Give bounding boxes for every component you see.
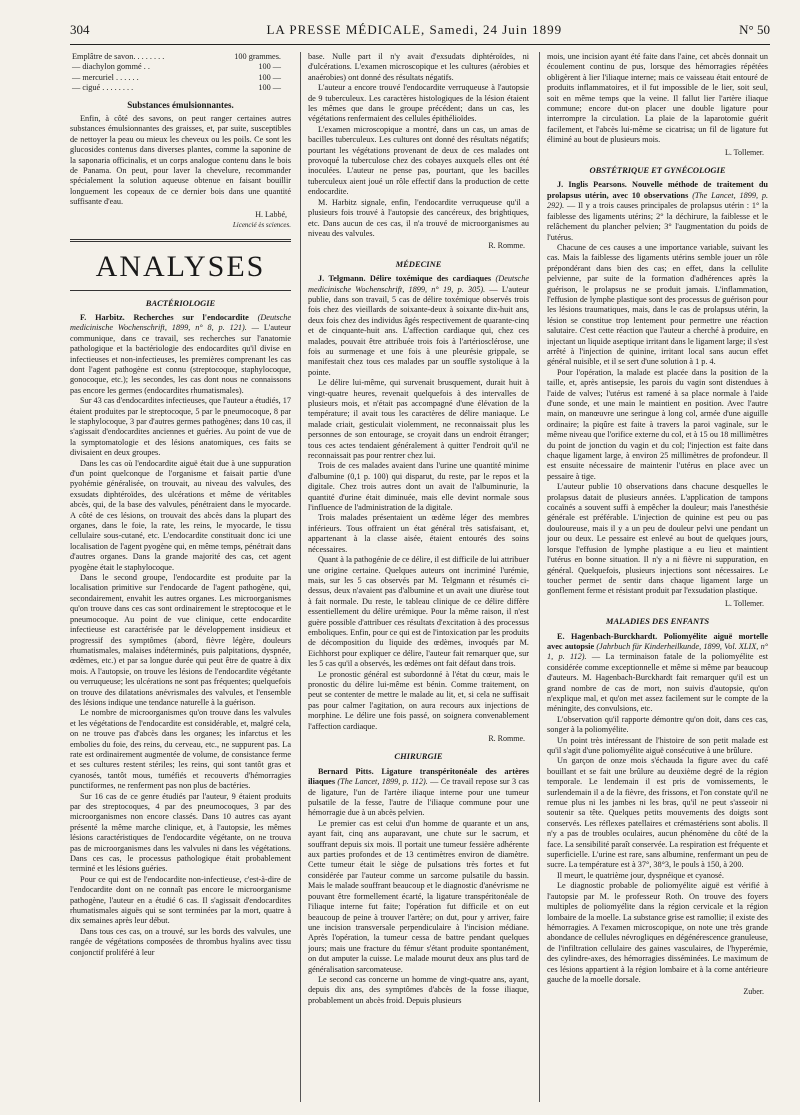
article-title: Recherches sur l'endocardite: [133, 312, 249, 322]
divider: [70, 290, 291, 291]
author-title: Licencié ès sciences.: [232, 221, 291, 230]
paragraph: Un point très intéressant de l'histoire de son petit malade est qu'il s'agit d'une poliomyélite aiguë consécutive à une brûlure.: [547, 735, 768, 755]
divider: [70, 239, 291, 242]
paragraph: Pour ce qui est de l'endocardite non-infectieuse, c'est-à-dire de l'endocardite dont on ne connaît pas encore le microorganisme pathogène, l'auteur en a étudié 6 cas. Il s'agissait d'endocardites rhumatismales aiguës qui se sont terminées par la mort, quatre à dix semaines après leur début.: [70, 874, 291, 926]
article-title: Délire toxémique des cardiaques: [369, 274, 492, 284]
paragraph: Le nombre de microorganismes qu'on trouve dans les valvules et les végétations de l'endocardite est considérable, et, malgré cela, on ne trouve pas d'abcès dans les organes; les infarctus et les embolies du foie, des reins, du cerveau, etc., ne suppurent pas. La rate est ordinairement augmentée de volume, de consistance ferme et ses cultures restent stériles; les reins, qui sont tantôt gras et cyanosés, tantôt mous, tuméfiés et recouverts d'hémorragies punctiformes, ne renferment pas non plus de bactéries.: [70, 708, 291, 791]
section-subheading: Substances émulsionnantes.: [127, 99, 234, 110]
article-columns: [70, 52, 770, 1102]
paragraph: Pour l'opération, la malade est placée dans la position de la taille, et, après antisepsie, les parois du vagin sont distendues à l'aide de valves; l'utérus est ramené à sa place normale à l'aide d'une sonde, et une main le maintient en position. Avec l'autre main, on manœuvre une seringue à long col, armée d'une aiguille ordinaire; la piqûre est faite à travers la paroi vaginale, sur le même niveau que l'orifice externe du col, et à 15 ou 18 millimètres du point de jonction du vagin et du col; l'injection est faite dans chaque ligament large, à environ 25 millimètres de profondeur. Il est ensuite nécessaire de maintenir l'utérus en place avec un pessaire à tige.: [547, 367, 768, 481]
paragraph: L'auteur a encore trouvé l'endocardite verruqueuse à l'autopsie de 9 tuberculeux. Les caractères histologiques de la lésion étaient les mêmes que dans le groupe précédent; dans un cas, les végétations renfermaient des cellules épithélioïdes.: [308, 83, 529, 124]
paragraph: Quant à la pathogénie de ce délire, il est difficile de lui attribuer une origine certaine. Quelques auteurs ont incriminé l'urémie, mais, sur les 5 cas observés par M. Telgmann et résumés ci-dessus, deux n'avaient pas d'albumine et un avait une diurèse tout à fait normale. Du reste, le tableau clinique de ce délire diffère essentiellement du délire urémique. Pour la même raison, il n'est guère possible d'attribuer ces résultats d'excitation à des processus emboliques. Enfin, pour ce qui est de l'intoxication par les produits de décomposition du liquide des œdèmes, invoqués par M. Eichhorst pour expliquer ce délire, l'auteur fait remarquer que, sur les 5 cas qu'il a observés, les œdèmes ont fait défaut dans trois.: [308, 555, 529, 669]
recipe-quantity: 100 grammes.: [234, 52, 281, 61]
paragraph: L'auteur publie 10 observations dans chacune desquelles le prolapsus datait de plusieurs années. L'application de tampons cocaïnés a souvent suffi à empêcher la douleur; mais l'anesthésie générale est préférable. L'injection de quinine est peu ou pas douloureuse, mais il y a un peu de douleur pelvi une pendant un jour ou deux. Le pessaire est enlevé au bout de quelques jours, lorsque l'effusion de lymphe plastique a eu lieu et maintient l'utérus en bonne situation. Il n'y a ni fièvre ni suppuration, en général. Quelquefois, plusieurs injections sont nécessaires. Le toucher permet de sentir dans chaque ligament large un gonflement ferme et résistant produit par l'exsudation plastique.: [547, 482, 768, 596]
article-author: E. Hagenbach-Burckhardt.: [557, 631, 658, 641]
paragraph: base. Nulle part il n'y avait d'exsudats diphtéroïdes, ni d'ulcérations. L'examen microscopique et les cultures (aérobies et anaérobies) ont donné des résultats négatifs.: [308, 52, 529, 82]
section-heading: MÉDECINE: [395, 258, 442, 269]
paragraph: Chacune de ces causes a une importance variable, suivant les cas. Mais la faiblesse des ligaments utérins semble jouer un rôle prépondérant dans bien des cas; en effet, dans la cellulite pelvienne, par suite de la formation d'adhérences après la guérison, le prolapsus ne se produit jamais. L'inflammation, l'effusion de lymphe plastique sont des processus de guérison pour les lésions traumatiques, mais, dans le cas de prolapsus utérin, la lésion se constitue trop lentement pour permettre une réaction salutaire. C'est cette réaction que l'auteur a cherché à produire, en injectant un liquide aseptique irritant dans le ligament large; il s'est arrêté à l'injection de quinine, irritant local sans aucun effet général nuisible, et il se sert d'une solution à 1 p. 4.: [547, 242, 768, 367]
author-signature: H. Labbé,: [255, 209, 287, 219]
paragraph: Enfin, à côté des savons, on peut ranger certaines autres substances émulsionnantes des graisses, et, par suite, susceptibles de nettoyer la peau ou mieux les cheveux ou les poils. Ce sont les glucosides contenus dans diverses plantes, comme la saponine de la saponaria officinalis, et un corps analogue contenu dans le bois de Panama. On peut, pour laver la chevelure, recommander spécialement la solution aqueuse obtenue en faisant bouillir longuement les copeaux de ce dernier bois dans une quantité suffisante d'eau.: [70, 114, 291, 207]
recipe-quantity: 100 —: [258, 83, 281, 93]
column-divider: [539, 52, 540, 1102]
recipe-quantity: 100 —: [258, 62, 281, 72]
section-heading: OBSTÉTRIQUE ET GYNÉCOLOGIE: [589, 165, 726, 176]
paragraph: L'examen microscopique a montré, dans un cas, un amas de bacilles tuberculeux. Les cultures ont donné des résultats négatifs; pourtant les végétations provenant de deux de ces malades ont provoqué la tuberculose chez des cobayes auxquels elles ont été inoculées. L'auteur ne pense pas, pourtant, que les bacilles tuberculeux aient joué un rôle effectif dans la production de cette endocardite.: [308, 124, 529, 197]
paragraph: Sur 16 cas de ce genre étudiés par l'auteur, 9 étaient produits par des streptocoques, 4 par des pneumocoques, 3 par des microorganismes non encore classés. Dans 10 autres cas ayant présenté la même marche clinique, et, à l'autopsie, les mêmes lésions caractéristiques de l'endocardite végétante, on ne trouva pas de microorganismes dans les valvules ni dans les végétations. Dans ces cas, le processus pathologique était probablement terminé et les lésions guéries.: [70, 791, 291, 874]
section-heading: MALADIES DES ENFANTS: [605, 616, 710, 627]
paragraph: Trois de ces malades avaient dans l'urine une quantité minime d'albumine (0,1 p. 100) qui disparut, du reste, par le repos et la digitale. Chez trois autres dont un avait de l'albuminurie, la quantité d'urine était diminuée, mais elle devint normale sous l'influence de l'administration de la digitale.: [308, 461, 529, 513]
section-heading: BACTÉRIOLOGIE: [145, 297, 216, 308]
paragraph: Le pronostic général est subordonné à l'état du cœur, mais le pronostic du délire lui-même est bénin. Comme traitement, on peut se contenter de mettre le malade au lit, et, si cela ne suffisait pas pour calmer l'agitation, on aura recours aux injections de morphine. Le délire une fois passé, on soignera convenablement l'affection cardiaque.: [308, 669, 529, 731]
article-text: — Ce travail repose sur 3 cas de ligature, l'un de l'artère iliaque interne pour une tumeur pulsatile de la fesse, l'autre de l'iliaque commune pour une hémorragie due à un abcès pelvien.: [308, 777, 529, 818]
paragraph: Sur 43 cas d'endocardites infectieuses, que l'auteur a étudiés, 17 étaient produites par le streptocoque, 5 par le pneumocoque, 8 par le staphylocoque, 3 par d'autres germes pathogènes; dans 10 cas, il s'agissait d'endocardites anciennes et guéries. Au point de vue de la symptomatologie et des lésions anatomiques, ces faits se divisaient en deux groupes.: [70, 396, 291, 458]
page-number: 304: [70, 22, 90, 37]
analyses-heading: ANALYSES: [95, 249, 266, 283]
article-author: F. Harbitz.: [80, 312, 125, 322]
author-signature: L. Tollemer.: [724, 147, 764, 157]
recipe-quantity: 100 —: [258, 72, 281, 82]
paragraph: mois, une incision ayant été faite dans l'aine, cet abcès donnait un écoulement continu de pus, lorsque des hémorragies répétées obligèrent à lier l'iliaque interne; mais ce vaisseau était entouré de produits inflammatoires, et il fut impossible de le lier, soit seul, soit en même temps que la veine. Il fallut lier l'artère iliaque commune; encore dut-on placer une double ligature pour interrompre la circulation. La plaie de la laparotomie guérit facilement, et l'abcès lui-même se cicatrisa; un fil de ligature fut éliminé au bout de plusieurs mois.: [547, 52, 768, 145]
article-text: — La terminaison fatale de la poliomyélite est considérée comme exceptionnelle et même si même par beaucoup d'auteurs. M. Hagenbach-Burckhardt fait remarquer qu'il est un grand nombre de cas de mort, non suivis d'autopsie, qu'on n'explique mal, et qu'on met assez facilement sur le compte de la méningite, des convulsions, etc.: [547, 652, 768, 714]
paragraph: M. Harbitz signale, enfin, l'endocardite verruqueuse qu'il a plusieurs fois trouvé à l'autopsie des cancéreux, des brightiques, etc. Dans aucun de ces cas, il n'a trouvé de microorganismes au niveau des valvules.: [308, 197, 529, 238]
issue-number: N° 50: [739, 22, 770, 37]
recipe-line: [70, 83, 291, 93]
paragraph: Dans le second groupe, l'endocardite est produite par la localisation primitive sur l'endocarde de l'agent pathogène, qui, secondairement, envahit les autres organes. Les microorganismes qu'on trouve dans ces cas sont ordinairement le streptocoque et le pneumocoque. Au point de vue clinique, cette endocardite infectieuse est caractérisée par le développement insidieux et progressif des symptômes (abord, fièvre légère, douleurs rhumatismales, malaises indéterminés, puis palpitations, dyspnée, œdèmes, etc.) et par sa longue durée qui peut être de quatre à dix mois. A l'autopsie, on trouve les lésions de l'endocardite végétante ou verruqueuse; les ulcérations ne sont pas fréquentes; quelquefois on trouve des dilatations anévrismales des valvules, et l'ensemble des lésions indique une tendance naturelle à la guérison.: [70, 573, 291, 707]
recipe-ingredient: Emplâtre de savon. . . . . . . .: [72, 52, 165, 61]
paragraph: L'observation qu'il rapporte démontre qu'on doit, dans ces cas, songer à la poliomyélite.: [547, 714, 768, 735]
journal-title: LA PRESSE MÉDICALE, Samedi, 24 Juin 1899: [266, 22, 563, 37]
author-signature: R. Romme.: [488, 734, 525, 743]
paragraph: Le diagnostic probable de poliomyélite aiguë est vérifié à l'autopsie par M. le professeur Roth. On trouve des foyers multiples de poliomyélite dans la région cervicale et la région lombaire de la moelle. La substance grise est ramollie; il existe des hémorragies. A l'examen microscopique, on note une très grande abondance de cellules névrogliques en dégénérescence granuleuse, de l'infiltration cellulaire des gaines vasculaires, de l'hyperémie, des cylindre-axes, des hémorragies disséminées. Le maximum de ces lésions appartient à la région lombaire et à la corne antérieure gauche de la moelle dorsale.: [547, 881, 768, 984]
article-reference: (Jahrbuch für Kinderheilkunde, 1899, Vol. XLIX, n° 1, p. 112).: [547, 641, 768, 662]
author-signature: R. Romme.: [488, 241, 525, 251]
author-signature: L. Tollemer.: [724, 598, 764, 608]
page-header: [70, 16, 770, 45]
article-text: L'auteur communique, dans ce travail, ses recherches sur l'anatomie pathologique et la bactériologie des endocardites qu'il divise en infectieuses et non-infectieuses, les premières comprenant les cas dont l'agent pathogène est connu (streptocoque, staphylocoque, gonocoque, etc.); les secondes, les cas dont nous ne connaissons pas encore les germes (endocardites rhumatismales).: [70, 323, 291, 395]
recipe-ingredient: — mercuriel . . . . . .: [72, 72, 139, 82]
article-author: J. Telgmann.: [318, 274, 366, 284]
article-author: J. Inglis Pearsons.: [557, 180, 627, 190]
article-reference: (Deutsche medicinische Wochenschrift, 1899, n° 8, p. 121). —: [70, 312, 291, 333]
paragraph: Le délire lui-même, qui survenait brusquement, durait huit à vingt-quatre heures, revenait quelquefois à des intervalles de plusieurs mois, et n'était pas accompagné d'une élévation de la température; il avait tous les caractères de délire maniaque. Le malade criait, gesticulait violemment, ne reconnaissait plus les personnes de son entourage, se croyait dans un endroit étranger; tous ces actes tendaient généralement à quitter l'endroit qu'il ne reconnaissait pas pour rentrer chez lui.: [308, 378, 529, 461]
recipe-line: [70, 52, 291, 62]
recipe-line: [70, 73, 291, 83]
article-reference: (The Lancet, 1899, p. 112).: [337, 777, 428, 787]
article-author: Bernard Pitts.: [318, 766, 374, 776]
article-text: — L'auteur publie, dans son travail, 5 cas de délire toxémique observés trois fois chez des vieillards de soixante-deux à soixante dix-huit ans, deux fois chez des individus âgés respectivement de quarante-cinq et de cinquante-huit ans. L'affection cardiaque qui, chez ces malades, pouvait être attribuée trois fois à l'artériosclérose, une fois au surmenage et une fois à une pleurésie grippale, se manifestait chez tous ces malades par un souffle systolique à la pointe.: [308, 284, 529, 377]
section-heading: CHIRURGIE: [394, 751, 443, 762]
paragraph: Il meurt, le quatrième jour, dyspnéique et cyanosé.: [557, 870, 724, 880]
author-signature: Zuber.: [743, 987, 764, 997]
paragraph: Un garçon de onze mois s'échauda la figure avec du café bouillant et se fait une brûlure au deuxième degré de la région temporale. Le lendemain il est pris de vomissements, le surlendemain il a de la fièvre, des frissons, et l'on constate qu'il ne remue plus ni les jambes ni les bras, qu'il ne peut s'asseoir ni soutenir sa tête. Quelques petits mouvements des doigts sont conservés. Les réflexes patellaires et crémastériens sont abolis. Il n'y a pas de troubles oculaires, aucun phénomène du côté de la face. La sensibilité paraît conservée. La respiration est fréquente et superficielle. L'urine est rare, sans albumine, renfermant un peu de sucre. La température est à 37°, 38°3, le pouls à 150, à 200.: [547, 756, 768, 870]
article-title: Ligature transpéritonéale des artères iliaques: [308, 766, 529, 787]
column-1: [70, 52, 291, 1102]
article-reference: (Deutsche medicinische Wochenschrift, 1899, n° 19, p. 305).: [308, 274, 529, 294]
article-title: Nouvelle méthode de traitement du prolapsus utérin, avec 10 observations: [547, 180, 768, 200]
paragraph: Dans les cas où l'endocardite aiguë était due à une suppuration d'un point quelconque de l'organisme et faisait partie d'une pyohémie généralisée, on trouvait, au niveau des valvules, des exsudats diphtéroïdes, des ulcérations et même de véritables abcès, qui, de la base des valvules, pénétraient dans le myocarde. A côté de ces lésions, on trouvait des abcès dans la plupart des organes, dans le foie, la rate, les reins, le myocarde, le tissu cellulaire sous-cutané, etc. L'endocardite constituait donc ici une localisation de l'agent pyogène qui, en même temps, pénétrait dans d'autres organes. Dans la grande majorité des cas, cet agent pyogène était le staphylocoque.: [70, 458, 291, 572]
paragraph: Le premier cas est celui d'un homme de quarante et un ans, ayant fait, cinq ans auparavant, une chute sur le sacrum, et souffrant depuis six mois. Il portait une tumeur fessière adhérente aux parties profondes et de 13 centimètres environ de diamètre. Cette tumeur était le siège de pulsations très fortes et fut considérée par l'auteur comme un sarcome pulsatile du bassin. Mais le malade souffrant beaucoup et le diagnostic d'anévrisme ne pouvant être formellement écarté, la ligature transpéritonéale de l'iliaque interne fut faite; l'opération fut difficile et on eut beaucoup de peine à trouver l'artère; on dut, pour y arriver, faire une incision transversale perpendiculaire à l'incision médiane. Après l'opération, la tumeur cessa de battre pendant quelques jours; mais une fracture du fémur s'étant produite spontanément, on dut amputer la cuisse. Le malade mourut deux ans plus tard de généralisation sarcomateuse.: [308, 818, 529, 974]
paragraph: Trois malades présentaient un œdème léger des membres inférieurs. Tous offraient un état général très satisfaisant, et, appartenant à la classe aisée, étaient entourés des soins nécessaires.: [308, 513, 529, 554]
recipe-ingredient: — diachylon gommé . .: [72, 62, 150, 72]
recipe-ingredient: — cigué . . . . . . . .: [72, 83, 134, 93]
article-title: Poliomyélite aiguë mortelle avec autopsie: [547, 631, 768, 651]
column-3: [547, 52, 768, 1102]
article-reference: (The Lancet, 1899, p. 292).: [547, 190, 768, 211]
column-2: [308, 52, 529, 1102]
paragraph: Le second cas concerne un homme de vingt-quatre ans, ayant, depuis dix ans, des symptômes d'abcès de la fosse iliaque, probablement un abcès froid. Depuis plusieurs: [308, 974, 529, 1005]
article-text: — Il y a trois causes principales de prolapsus utérin : 1° la faiblesse des ligaments utérins; 2° la déchirure, la faiblesse et le relâchement du plancher pelvien; 3° l'augmentation du poids de l'utérus.: [547, 201, 768, 242]
column-divider: [300, 52, 301, 1102]
paragraph: Dans tous ces cas, on a trouvé, sur les bords des valvules, une rangée de végétations composées de thrombus hyalins avec tissu conjonctif proliféré à leur: [70, 926, 291, 957]
recipe-line: [70, 62, 291, 72]
